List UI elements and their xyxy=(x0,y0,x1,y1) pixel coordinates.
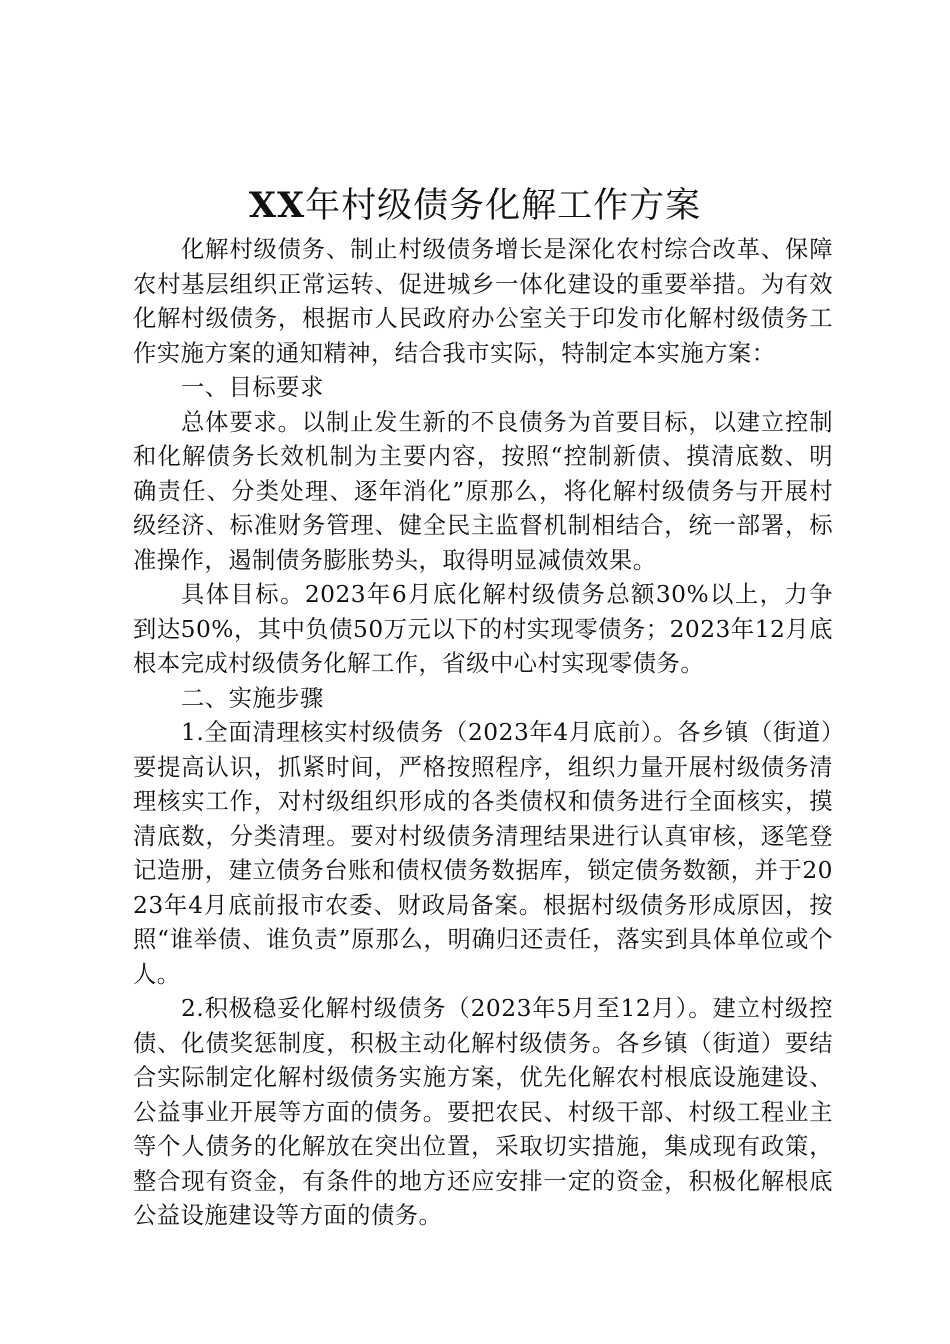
intro-paragraph: 化解村级债务、制止村级债务增长是深化农村综合改革、保障农村基层组织正常运转、促进城乡一体化建设的重要举措。为有效化解村级债务，根据市人民政府办公室关于印发市化解村级债务工作实施方案的通知精神，结合我市实际，特制定本实施方案： xyxy=(133,236,833,367)
section-heading-goals: 一、目标要求 xyxy=(181,374,324,401)
overall-requirements-paragraph: 总体要求。以制止发生新的不良债务为首要目标，以建立控制和化解债务长效机制为主要内容，按照“控制新债、摸清底数、明确责任、分类处理、逐年消化”原那么，将化解村级债务与开展村级经济、标准财务管理、健全民主监督机制相结合，统一部署，标准操作，遏制债务膨胀势头，取得明显减债效果。 xyxy=(133,408,833,574)
section-heading-steps: 二、实施步骤 xyxy=(181,684,324,712)
title-prefix: XX xyxy=(248,185,306,226)
title-main: 年村级债务化解工作方案 xyxy=(305,186,702,226)
document-title xyxy=(0,178,950,234)
step-one-paragraph: 1.全面清理核实村级债务（2023年4月底前）。各乡镇（街道）要提高认识，抓紧时间，严格按照程序，组织力量开展村级债务清理核实工作，对村级组织形成的各类债权和债务进行全面核实，摸清底数，分类清理。要对村级债务清理结果进行认真审核，逐笔登记造册，建立债务台账和债权债务数据库，锁定债务数额，并于2023年4月底前报市农委、财政局备案。根据村级债务形成原因，按照“谁举债、谁负责”原那么，明确归还责任，落实到具体单位或个人。 xyxy=(133,719,833,988)
step-two-paragraph: 2.积极稳妥化解村级债务（2023年5月至12月）。建立村级控债、化债奖惩制度，积极主动化解村级债务。各乡镇（街道）要结合实际制定化解村级债务实施方案，优先化解农村根底设施建设、公益事业开展等方面的债务。要把农民、村级干部、村级工程业主等个人债务的化解放在突出位置，采取切实措施，集成现有政策，整合现有资金，有条件的地方还应安排一定的资金，积极化解根底公益设施建设等方面的债务。 xyxy=(133,995,833,1229)
document-body xyxy=(133,233,833,1234)
specific-goals-paragraph: 具体目标。2023年6月底化解村级债务总额30%以上，力争到达50%，其中负债50万元以下的村实现零债务；2023年12月底根本完成村级债务化解工作，省级中心村实现零债务。 xyxy=(133,581,833,677)
